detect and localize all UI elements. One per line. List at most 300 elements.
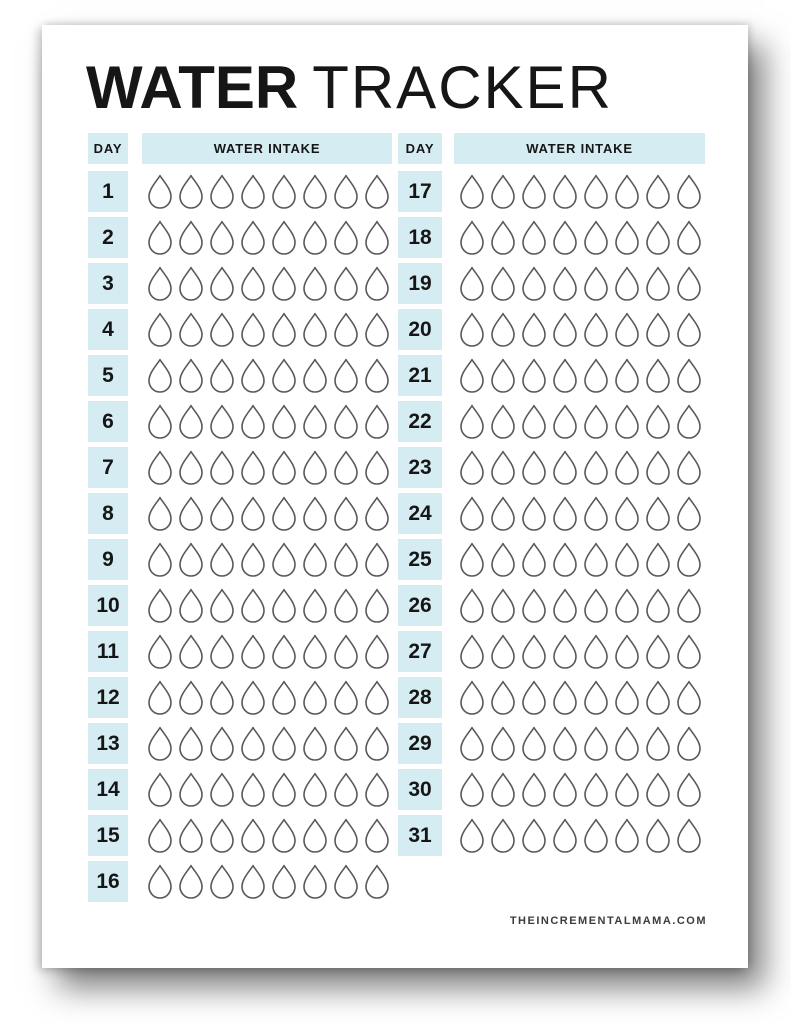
water-drop-icon — [239, 818, 267, 854]
water-drop-icon — [208, 404, 236, 440]
water-drop-icon — [582, 220, 610, 256]
water-drop-icon — [644, 266, 672, 302]
water-drop-icon — [644, 772, 672, 808]
day-number-cell: 27 — [398, 631, 442, 672]
water-drop-icon — [177, 450, 205, 486]
water-drop-icon — [489, 496, 517, 532]
water-drop-icon — [301, 266, 329, 302]
day-number-cell: 31 — [398, 815, 442, 856]
water-drop-icon — [146, 864, 174, 900]
water-drop-icon — [458, 450, 486, 486]
water-drop-icon — [239, 358, 267, 394]
water-drop-icon — [489, 542, 517, 578]
water-drop-icon — [177, 220, 205, 256]
water-drop-icon — [239, 404, 267, 440]
water-drop-icon — [177, 542, 205, 578]
tracker-row — [88, 447, 392, 488]
water-drop-icon — [458, 312, 486, 348]
water-drop-icon — [332, 450, 360, 486]
water-intake-cell — [142, 447, 392, 488]
water-drop-icon — [301, 450, 329, 486]
water-drop-icon — [301, 588, 329, 624]
day-number-cell: 1 — [88, 171, 128, 212]
water-drop-icon — [582, 772, 610, 808]
water-drop-icon — [177, 358, 205, 394]
water-drop-icon — [270, 450, 298, 486]
water-drop-icon — [208, 174, 236, 210]
water-drop-icon — [146, 542, 174, 578]
water-drop-icon — [332, 404, 360, 440]
water-intake-cell — [454, 585, 705, 626]
water-drop-icon — [644, 634, 672, 670]
water-drop-icon — [582, 680, 610, 716]
water-drop-icon — [520, 450, 548, 486]
water-drop-icon — [613, 496, 641, 532]
tracker-row — [398, 447, 705, 488]
water-drop-icon — [675, 680, 703, 716]
water-drop-icon — [489, 404, 517, 440]
day-number-cell: 2 — [88, 217, 128, 258]
water-drop-icon — [363, 726, 391, 762]
water-drop-icon — [208, 266, 236, 302]
water-drop-icon — [301, 864, 329, 900]
water-drop-icon — [613, 542, 641, 578]
water-intake-cell — [454, 769, 705, 810]
water-drop-icon — [301, 634, 329, 670]
water-drop-icon — [675, 772, 703, 808]
page-title — [86, 54, 613, 121]
water-drop-icon — [270, 266, 298, 302]
water-drop-icon — [332, 496, 360, 532]
water-drop-icon — [270, 588, 298, 624]
water-drop-icon — [489, 312, 517, 348]
tracker-row — [398, 309, 705, 350]
day-number-cell: 22 — [398, 401, 442, 442]
water-drop-icon — [270, 496, 298, 532]
header-row — [88, 133, 392, 164]
water-drop-icon — [208, 542, 236, 578]
water-drop-icon — [551, 496, 579, 532]
day-number-cell: 8 — [88, 493, 128, 534]
water-drop-icon — [613, 726, 641, 762]
water-drop-icon — [270, 174, 298, 210]
tracker-row — [398, 355, 705, 396]
water-drop-icon — [177, 404, 205, 440]
water-drop-icon — [520, 496, 548, 532]
water-drop-icon — [582, 496, 610, 532]
water-drop-icon — [458, 680, 486, 716]
water-drop-icon — [363, 680, 391, 716]
water-drop-icon — [332, 588, 360, 624]
water-drop-icon — [270, 864, 298, 900]
water-drop-icon — [146, 772, 174, 808]
day-number-cell: 16 — [88, 861, 128, 902]
water-drop-icon — [613, 266, 641, 302]
water-drop-icon — [301, 496, 329, 532]
water-drop-icon — [363, 220, 391, 256]
water-drop-icon — [146, 680, 174, 716]
water-drop-icon — [208, 450, 236, 486]
water-drop-icon — [270, 818, 298, 854]
water-drop-icon — [239, 542, 267, 578]
water-drop-icon — [675, 542, 703, 578]
water-drop-icon — [332, 680, 360, 716]
tracker-row — [88, 815, 392, 856]
water-drop-icon — [458, 772, 486, 808]
water-intake-cell — [454, 263, 705, 304]
water-drop-icon — [520, 542, 548, 578]
water-drop-icon — [613, 312, 641, 348]
water-drop-icon — [301, 680, 329, 716]
water-drop-icon — [239, 174, 267, 210]
tracker-row — [398, 493, 705, 534]
water-drop-icon — [489, 588, 517, 624]
water-drop-icon — [146, 634, 174, 670]
water-drop-icon — [177, 174, 205, 210]
water-drop-icon — [301, 404, 329, 440]
water-drop-icon — [520, 726, 548, 762]
water-drop-icon — [301, 772, 329, 808]
water-intake-cell — [142, 585, 392, 626]
water-intake-cell — [454, 815, 705, 856]
day-column-header: DAY — [398, 133, 442, 164]
tracker-row — [398, 401, 705, 442]
water-drop-icon — [551, 266, 579, 302]
tracker-row — [398, 677, 705, 718]
tracker-row — [88, 539, 392, 580]
water-intake-cell — [454, 631, 705, 672]
water-drop-icon — [177, 588, 205, 624]
water-drop-icon — [644, 496, 672, 532]
water-drop-icon — [520, 588, 548, 624]
water-drop-icon — [551, 772, 579, 808]
water-intake-cell — [454, 217, 705, 258]
water-drop-icon — [177, 634, 205, 670]
water-intake-cell — [454, 401, 705, 442]
water-drop-icon — [551, 404, 579, 440]
water-intake-cell — [454, 677, 705, 718]
tracker-row — [88, 309, 392, 350]
water-drop-icon — [301, 220, 329, 256]
day-number-cell: 7 — [88, 447, 128, 488]
water-drop-icon — [301, 542, 329, 578]
day-number-cell: 29 — [398, 723, 442, 764]
water-drop-icon — [551, 542, 579, 578]
water-drop-icon — [363, 312, 391, 348]
water-drop-icon — [177, 772, 205, 808]
day-number-cell: 11 — [88, 631, 128, 672]
water-drop-icon — [270, 542, 298, 578]
day-number-cell: 24 — [398, 493, 442, 534]
day-number-cell: 4 — [88, 309, 128, 350]
water-drop-icon — [239, 588, 267, 624]
tracker-row — [398, 171, 705, 212]
water-intake-cell — [142, 493, 392, 534]
tracker-column-left — [88, 133, 392, 902]
water-drop-icon — [582, 174, 610, 210]
water-intake-cell — [454, 355, 705, 396]
tracker-row — [88, 401, 392, 442]
tracker-row — [88, 217, 392, 258]
water-intake-cell — [454, 309, 705, 350]
tracker-row — [398, 769, 705, 810]
water-drop-icon — [239, 496, 267, 532]
water-drop-icon — [146, 220, 174, 256]
day-number-cell: 26 — [398, 585, 442, 626]
water-drop-icon — [146, 404, 174, 440]
water-intake-column-header: WATER INTAKE — [142, 133, 392, 164]
water-drop-icon — [520, 818, 548, 854]
water-intake-cell — [142, 631, 392, 672]
water-drop-icon — [332, 220, 360, 256]
water-drop-icon — [489, 266, 517, 302]
day-number-cell: 6 — [88, 401, 128, 442]
water-drop-icon — [489, 772, 517, 808]
water-drop-icon — [146, 450, 174, 486]
water-drop-icon — [208, 726, 236, 762]
water-drop-icon — [208, 220, 236, 256]
water-drop-icon — [582, 726, 610, 762]
water-drop-icon — [208, 496, 236, 532]
water-drop-icon — [239, 266, 267, 302]
water-drop-icon — [363, 496, 391, 532]
water-intake-cell — [142, 401, 392, 442]
water-drop-icon — [270, 634, 298, 670]
water-drop-icon — [644, 358, 672, 394]
water-drop-icon — [208, 312, 236, 348]
water-drop-icon — [613, 818, 641, 854]
tracker-row — [88, 631, 392, 672]
water-drop-icon — [489, 634, 517, 670]
water-drop-icon — [239, 220, 267, 256]
water-drop-icon — [458, 266, 486, 302]
water-drop-icon — [458, 220, 486, 256]
water-drop-icon — [208, 818, 236, 854]
water-drop-icon — [332, 174, 360, 210]
water-drop-icon — [613, 220, 641, 256]
water-drop-icon — [332, 726, 360, 762]
water-drop-icon — [363, 588, 391, 624]
water-drop-icon — [644, 174, 672, 210]
tracker-row — [88, 723, 392, 764]
day-number-cell: 5 — [88, 355, 128, 396]
water-drop-icon — [363, 772, 391, 808]
water-drop-icon — [363, 404, 391, 440]
water-drop-icon — [301, 312, 329, 348]
water-intake-cell — [142, 263, 392, 304]
water-intake-cell — [142, 815, 392, 856]
day-number-cell: 17 — [398, 171, 442, 212]
water-drop-icon — [582, 266, 610, 302]
tracker-row — [88, 769, 392, 810]
water-drop-icon — [177, 864, 205, 900]
day-number-cell: 30 — [398, 769, 442, 810]
water-drop-icon — [363, 818, 391, 854]
tracker-row — [88, 355, 392, 396]
water-drop-icon — [363, 864, 391, 900]
water-drop-icon — [177, 818, 205, 854]
water-drop-icon — [613, 358, 641, 394]
water-drop-icon — [363, 542, 391, 578]
water-drop-icon — [177, 266, 205, 302]
day-number-cell: 19 — [398, 263, 442, 304]
water-drop-icon — [582, 588, 610, 624]
water-intake-cell — [142, 217, 392, 258]
water-drop-icon — [520, 680, 548, 716]
tracker-row — [398, 539, 705, 580]
water-drop-icon — [208, 772, 236, 808]
tracker-row — [398, 217, 705, 258]
water-drop-icon — [363, 174, 391, 210]
water-drop-icon — [613, 634, 641, 670]
water-drop-icon — [458, 496, 486, 532]
water-intake-cell — [142, 355, 392, 396]
water-drop-icon — [489, 680, 517, 716]
water-drop-icon — [177, 312, 205, 348]
water-drop-icon — [613, 772, 641, 808]
header-row — [398, 133, 705, 164]
day-number-cell: 28 — [398, 677, 442, 718]
water-drop-icon — [675, 220, 703, 256]
water-drop-icon — [332, 864, 360, 900]
water-drop-icon — [458, 588, 486, 624]
water-intake-cell — [142, 861, 392, 902]
water-drop-icon — [239, 312, 267, 348]
day-number-cell: 3 — [88, 263, 128, 304]
water-drop-icon — [270, 726, 298, 762]
water-drop-icon — [489, 726, 517, 762]
day-column-header: DAY — [88, 133, 128, 164]
water-drop-icon — [551, 220, 579, 256]
tracker-row — [398, 631, 705, 672]
water-drop-icon — [582, 818, 610, 854]
water-drop-icon — [239, 450, 267, 486]
water-drop-icon — [208, 358, 236, 394]
water-drop-icon — [520, 220, 548, 256]
water-drop-icon — [520, 358, 548, 394]
tracker-row — [88, 171, 392, 212]
water-drop-icon — [177, 680, 205, 716]
water-drop-icon — [270, 680, 298, 716]
water-drop-icon — [675, 726, 703, 762]
day-number-cell: 9 — [88, 539, 128, 580]
tracker-column-right — [398, 133, 705, 902]
water-drop-icon — [363, 266, 391, 302]
water-drop-icon — [332, 634, 360, 670]
day-number-cell: 13 — [88, 723, 128, 764]
water-drop-icon — [363, 450, 391, 486]
water-drop-icon — [270, 772, 298, 808]
water-drop-icon — [520, 312, 548, 348]
water-drop-icon — [675, 266, 703, 302]
water-drop-icon — [146, 818, 174, 854]
water-drop-icon — [301, 726, 329, 762]
water-drop-icon — [489, 174, 517, 210]
water-drop-icon — [582, 404, 610, 440]
water-drop-icon — [332, 542, 360, 578]
water-drop-icon — [675, 450, 703, 486]
water-drop-icon — [613, 588, 641, 624]
water-drop-icon — [208, 634, 236, 670]
water-drop-icon — [675, 404, 703, 440]
water-drop-icon — [551, 358, 579, 394]
water-drop-icon — [675, 358, 703, 394]
water-drop-icon — [520, 174, 548, 210]
water-drop-icon — [644, 312, 672, 348]
water-intake-cell — [142, 769, 392, 810]
water-drop-icon — [208, 680, 236, 716]
water-drop-icon — [489, 220, 517, 256]
tracker-row — [88, 861, 392, 902]
water-drop-icon — [270, 312, 298, 348]
tracker-row — [398, 585, 705, 626]
water-drop-icon — [582, 634, 610, 670]
water-drop-icon — [177, 496, 205, 532]
water-drop-icon — [332, 818, 360, 854]
printable-sheet — [42, 25, 748, 968]
day-number-cell: 10 — [88, 585, 128, 626]
water-drop-icon — [146, 174, 174, 210]
water-drop-icon — [239, 680, 267, 716]
water-intake-cell — [142, 309, 392, 350]
water-intake-cell — [142, 171, 392, 212]
water-drop-icon — [613, 450, 641, 486]
water-drop-icon — [458, 358, 486, 394]
water-drop-icon — [301, 174, 329, 210]
day-number-cell: 25 — [398, 539, 442, 580]
water-drop-icon — [644, 450, 672, 486]
footer-url: THEINCREMENTALMAMA.COM — [509, 915, 707, 927]
water-drop-icon — [363, 358, 391, 394]
water-drop-icon — [146, 358, 174, 394]
water-drop-icon — [644, 588, 672, 624]
water-drop-icon — [644, 726, 672, 762]
water-intake-cell — [454, 171, 705, 212]
water-drop-icon — [208, 864, 236, 900]
water-drop-icon — [551, 818, 579, 854]
tracker-row — [398, 723, 705, 764]
water-drop-icon — [146, 312, 174, 348]
water-drop-icon — [239, 772, 267, 808]
water-drop-icon — [644, 542, 672, 578]
water-drop-icon — [551, 312, 579, 348]
water-drop-icon — [551, 680, 579, 716]
water-drop-icon — [270, 404, 298, 440]
water-drop-icon — [551, 634, 579, 670]
day-number-cell: 20 — [398, 309, 442, 350]
water-drop-icon — [458, 174, 486, 210]
tracker-row — [88, 677, 392, 718]
water-drop-icon — [675, 312, 703, 348]
water-drop-icon — [301, 358, 329, 394]
water-drop-icon — [582, 358, 610, 394]
water-drop-icon — [551, 450, 579, 486]
water-drop-icon — [489, 358, 517, 394]
water-drop-icon — [146, 496, 174, 532]
water-drop-icon — [458, 404, 486, 440]
water-drop-icon — [239, 864, 267, 900]
water-drop-icon — [270, 220, 298, 256]
water-drop-icon — [675, 588, 703, 624]
water-drop-icon — [270, 358, 298, 394]
title-word-tracker: TRACKER — [312, 54, 613, 121]
water-drop-icon — [675, 634, 703, 670]
water-drop-icon — [489, 818, 517, 854]
tracker-columns — [88, 133, 705, 902]
tracker-row — [88, 585, 392, 626]
water-drop-icon — [146, 726, 174, 762]
water-drop-icon — [332, 266, 360, 302]
